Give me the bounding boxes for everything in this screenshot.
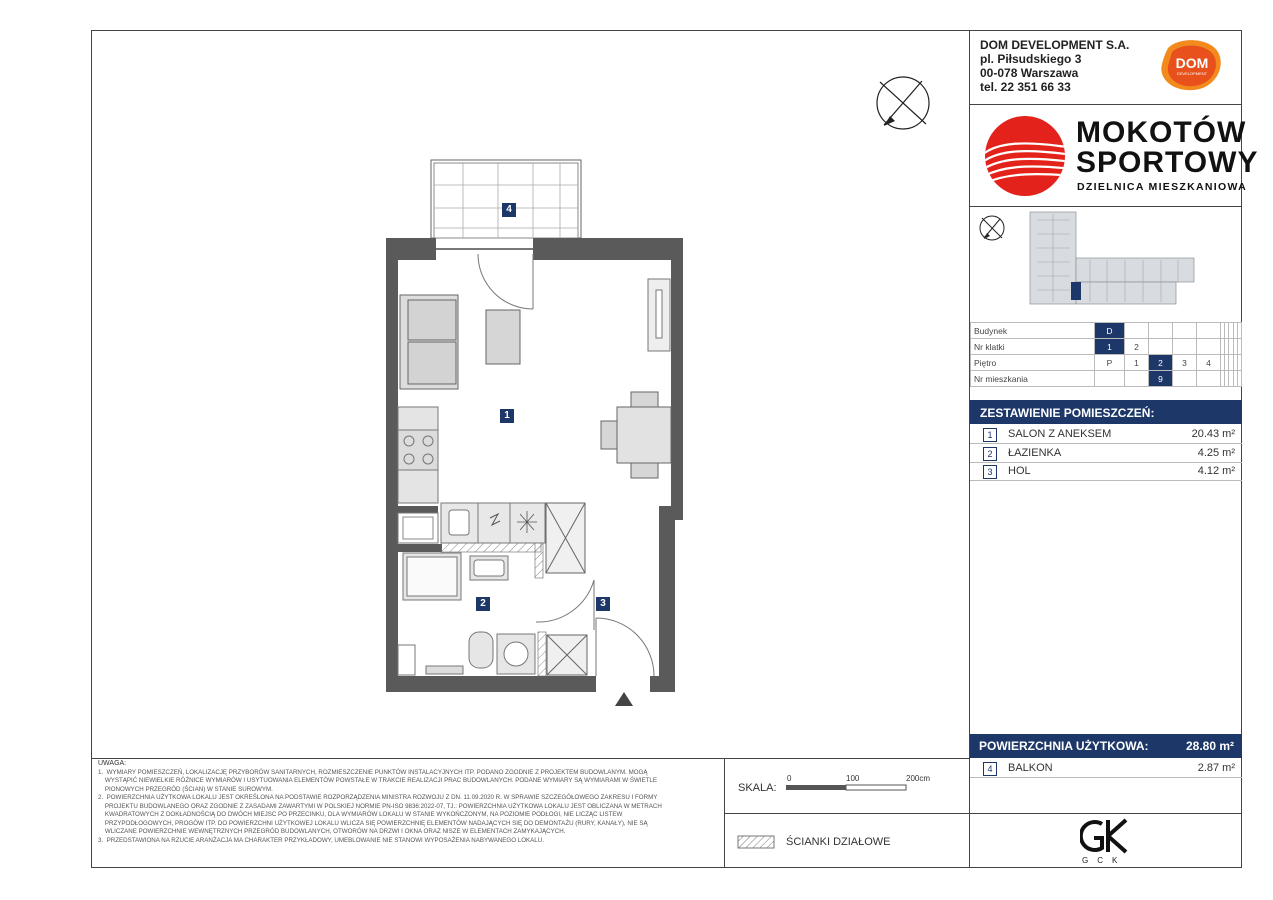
usable-area-label: POWIERZCHNIA UŻYTKOWA: [979, 739, 1149, 753]
room-num: 1 [983, 428, 997, 442]
room-area: 4.25 m² [1197, 446, 1235, 459]
svg-text:DEVELOPMENT: DEVELOPMENT [1176, 71, 1208, 76]
note-line: 2. POWIERZCHNIA UŻYTKOWA LOKALU JEST OKREŚLONA NA PODSTAWIE ROZPORZĄDZENIA MINISTRA ROZWOJU Z DN. 11.09.2020 R. W SPRAWIE SZCZEGÓŁOWEGO ZAKRESU I FORMY [98, 794, 658, 801]
note-line: WLICZANE POWIERZCHNIE WEWNĘTRZNYCH PRZEGRÓD BUDOWLANYCH, OTWORÓW NA DRZWI I OKNA ORAZ NISZE W ELEMENTACH ZAMYKAJĄCYCH. [98, 828, 566, 835]
room-num: 2 [983, 447, 997, 461]
company-name: DOM DEVELOPMENT S.A. [980, 38, 1130, 52]
company-info [980, 38, 1129, 94]
location-row-label: Nr klatki [971, 339, 1095, 355]
notes [98, 760, 718, 845]
usable-area-bar [970, 734, 1242, 758]
location-table [970, 322, 1242, 387]
location-row [971, 355, 1242, 371]
location-row [971, 323, 1242, 339]
company-city: 00-078 Warszawa [980, 66, 1079, 80]
balcony-area: 2.87 m² [1197, 762, 1235, 774]
location-cell [1124, 371, 1148, 387]
company-phone: tel. 22 351 66 33 [980, 80, 1071, 94]
gck-letters: GCK [1082, 856, 1127, 865]
key-plan [975, 210, 1237, 310]
location-cell [1148, 339, 1172, 355]
scale-bar [786, 784, 908, 792]
location-cell: D [1095, 323, 1125, 339]
location-cell: 4 [1196, 355, 1220, 371]
partition-legend-swatch [737, 835, 775, 849]
partition-legend-label: ŚCIANKI DZIAŁOWE [786, 836, 891, 848]
room-row [970, 426, 1242, 444]
dining-table [601, 392, 671, 478]
balcony-row [970, 760, 1242, 778]
location-cell [1148, 323, 1172, 339]
svg-text:DOM: DOM [1175, 55, 1209, 71]
dom-development-logo [1160, 38, 1224, 92]
location-row-label: Budynek [971, 323, 1095, 339]
room-area: 20.43 m² [1191, 428, 1235, 440]
sofa [400, 295, 458, 389]
sidebar-sep-2 [970, 206, 1242, 207]
note-line: PRZYPODŁOGOWYCH, PROGÓW ITP. DO POWIERZCHNI UŻYTKOWEJ LOKALU WLICZA SIĘ POWIERZCHNIĘ ELEMENTÓW NADAJĄCYCH SIĘ DO DEMONTAŻU (RURY, KANAŁY), NIE SĄ [98, 819, 648, 827]
location-cell [1095, 371, 1125, 387]
note-line: KWADRATOWYCH Z DOKŁADNOŚCIĄ DO DWÓCH MIEJSC PO PRZECINKU, DLA WYMIARÓW LOKALU W STANIE WYKOŃCZONYM, NA POZIOMIE PODŁOGI, NIE LICZĄC LISTEW [98, 811, 623, 818]
mini-compass-icon [980, 216, 1004, 240]
kitchen-counter [441, 503, 545, 543]
location-cell: 3 [1172, 355, 1196, 371]
room-area: 4.12 m² [1197, 465, 1235, 477]
brand-subtitle: DZIELNICA MIESZKANIOWA [1077, 181, 1247, 193]
usable-area-value: 28.80 m² [1185, 739, 1234, 753]
room-tag-1: 1 [500, 409, 514, 423]
note-line: PIONOWYCH PRZEGRÓD (ŚCIAN) W STANIE SUROWYM. [98, 785, 273, 793]
brand-title: MOKOTÓW SPORTOWY [1076, 116, 1259, 179]
location-cell [1237, 339, 1241, 355]
location-cell [1172, 339, 1196, 355]
room-name: ŁAZIENKA [1008, 446, 1062, 459]
entrance-arrow-icon [615, 692, 633, 706]
location-row-label: Piętro [971, 355, 1095, 371]
location-cell: 1 [1095, 339, 1125, 355]
room-tag-2: 2 [476, 597, 490, 611]
room-row [970, 445, 1242, 463]
mokotow-sportowy-logo [983, 114, 1067, 198]
location-cell: 2 [1124, 339, 1148, 355]
coffee-table [486, 310, 520, 364]
scale-legend-divider [724, 813, 969, 814]
installation-shaft [546, 503, 587, 675]
location-cell [1237, 355, 1241, 371]
wardrobe [648, 279, 670, 351]
location-cell [1237, 323, 1241, 339]
note-line: WYSTĄPIĆ NIEWIELKIE RÓŻNICE WYMIARÓW I USYTUOWANIA ELEMENTÓW POWSTAŁE W TRAKCIE REALIZACJI PRAC BUDOWLANYCH. PODANE WYMIARY SĄ WYMIARAMI W ŚWIETLE [98, 777, 657, 784]
location-cell [1172, 371, 1196, 387]
note-line: 3. PRZEDSTAWIONA NA RZUCIE ARANŻACJA MA CHARAKTER PRZYKŁADOWY, UMEBLOWANIE NIE STANOWI WYPOSAŻENIA NABYWANEGO LOKALU. [98, 836, 544, 844]
scale-label: SKALA: [738, 782, 777, 794]
location-cell: P [1095, 355, 1125, 371]
compass-icon [877, 77, 929, 129]
location-row [971, 339, 1242, 355]
scale-tick-0: 0 [787, 774, 792, 783]
room-name: HOL [1008, 465, 1031, 477]
location-cell: 1 [1124, 355, 1148, 371]
rooms-heading: ZESTAWIENIE POMIESZCZEŃ: [970, 400, 1242, 424]
location-cell [1124, 323, 1148, 339]
bathroom-fixtures [398, 553, 535, 675]
location-cell [1196, 371, 1220, 387]
location-cell: 2 [1148, 355, 1172, 371]
kitchen-cooktop [398, 407, 438, 503]
balcony [431, 160, 581, 238]
scale-tick-100: 100 [846, 774, 860, 783]
location-row [971, 371, 1242, 387]
room-num: 3 [983, 465, 997, 479]
location-row-label: Nr mieszkania [971, 371, 1095, 387]
location-cell [1237, 371, 1241, 387]
selected-apartment-marker [1071, 282, 1081, 300]
note-line: 1. WYMIARY POMIESZCZEŃ, LOKALIZACJĘ PRZYBORÓW SANITARNYCH, ROZMIESZCZENIE PUNKTÓW INSTALACYJNYCH ITP. PODANO ZGODNIE Z PROJEKTEM BUDOWLANYM. MOGĄ [98, 768, 648, 776]
company-street: pl. Piłsudskiego 3 [980, 52, 1082, 66]
footer-divider [91, 758, 969, 759]
balcony-name: BALKON [1008, 762, 1053, 774]
sidebar-sep-1 [970, 104, 1242, 105]
balcony-num: 4 [983, 762, 997, 776]
room-name: SALON Z ANEKSEM [1008, 428, 1112, 440]
note-line: PROJEKTU BUDOWLANEGO ORAZ ZGODNIE Z ZASADAMI ZAWARTYMI W POLSKIEJ NORMIE PN-ISO 9836:2022-07, TJ.: POWIERZCHNIA UŻYTKOWA LOKALU JEST OBLICZANA W METRACH [98, 802, 662, 810]
room-tag-3: 3 [596, 597, 610, 611]
gck-logo [1080, 818, 1132, 854]
location-cell [1196, 339, 1220, 355]
location-cell [1196, 323, 1220, 339]
location-cell [1172, 323, 1196, 339]
room-row [970, 463, 1242, 481]
sidebar-sep-3 [970, 813, 1242, 814]
notes-title: UWAGA: [98, 760, 127, 767]
scale-tick-200: 200cm [906, 774, 931, 783]
room-tag-4: 4 [502, 203, 516, 217]
location-cell: 9 [1148, 371, 1172, 387]
